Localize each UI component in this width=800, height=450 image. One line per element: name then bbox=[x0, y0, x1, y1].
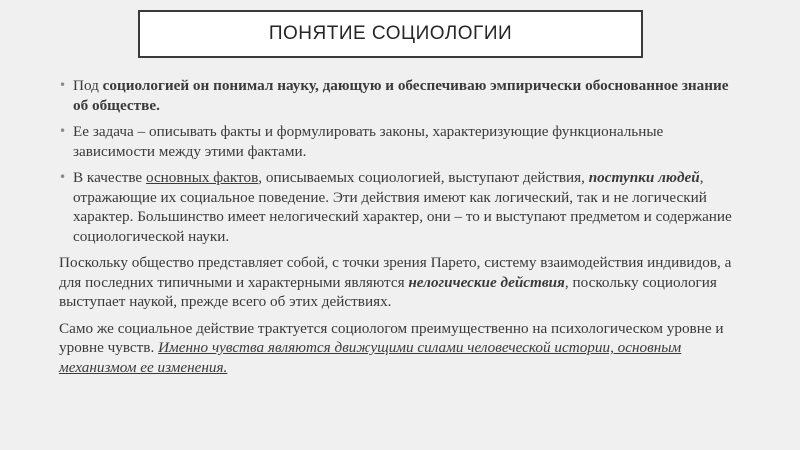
slide-title: ПОНЯТИЕ СОЦИОЛОГИИ bbox=[268, 23, 513, 44]
bullet-item bbox=[59, 168, 739, 246]
bullet-text: Под bbox=[73, 77, 103, 94]
bullet-text: Ее задача – описывать факты и формулировать законы, характеризующие функциональные зависимости между этими фактами. bbox=[73, 123, 664, 160]
slide-content bbox=[59, 76, 739, 384]
bullet-text: В качестве bbox=[73, 169, 146, 186]
bullet-item bbox=[59, 122, 739, 161]
paragraph bbox=[59, 253, 739, 312]
bullet-bold-text: социологией он понимал науку, дающую и обеспечиваю эмпирически обоснованное знание об обществе. bbox=[73, 77, 729, 114]
bullet-text: , описываемых социологией, выступают действия, bbox=[258, 169, 589, 186]
title-box bbox=[138, 10, 643, 58]
paragraph-text: Само же социальное действие трактуется социологом преимущественно на психологическом уровне и уровне чувств. bbox=[59, 319, 724, 356]
paragraph-text: Поскольку общество представляет собой, с точки зрения Парето, систему взаимодействия индивидов, а для последних типичными и характерными являются bbox=[59, 254, 732, 291]
underlined-term: основных фактов bbox=[145, 169, 259, 186]
bullet-icon: • bbox=[59, 124, 67, 138]
emphasized-underlined-text: Именно чувства являются движущими силами человеческой истории, основным механизмом ее изменения. bbox=[59, 339, 682, 376]
bullet-icon: • bbox=[59, 170, 67, 184]
bullet-icon: • bbox=[59, 78, 67, 92]
paragraph-text: , поскольку социология выступает наукой, прежде всего об этих действиях. bbox=[59, 273, 717, 310]
emphasized-term: нелогические действия bbox=[408, 273, 565, 291]
emphasized-term: поступки людей bbox=[588, 169, 700, 186]
bullet-item bbox=[59, 76, 739, 115]
paragraph bbox=[59, 319, 739, 378]
bullet-text: , отражающие их социальное поведение. Эти действия имеют как логический, так и не логический характер. Большинство имеет нелогический характер, они – то и выступают предметом и содержание социологической науки. bbox=[73, 169, 732, 245]
